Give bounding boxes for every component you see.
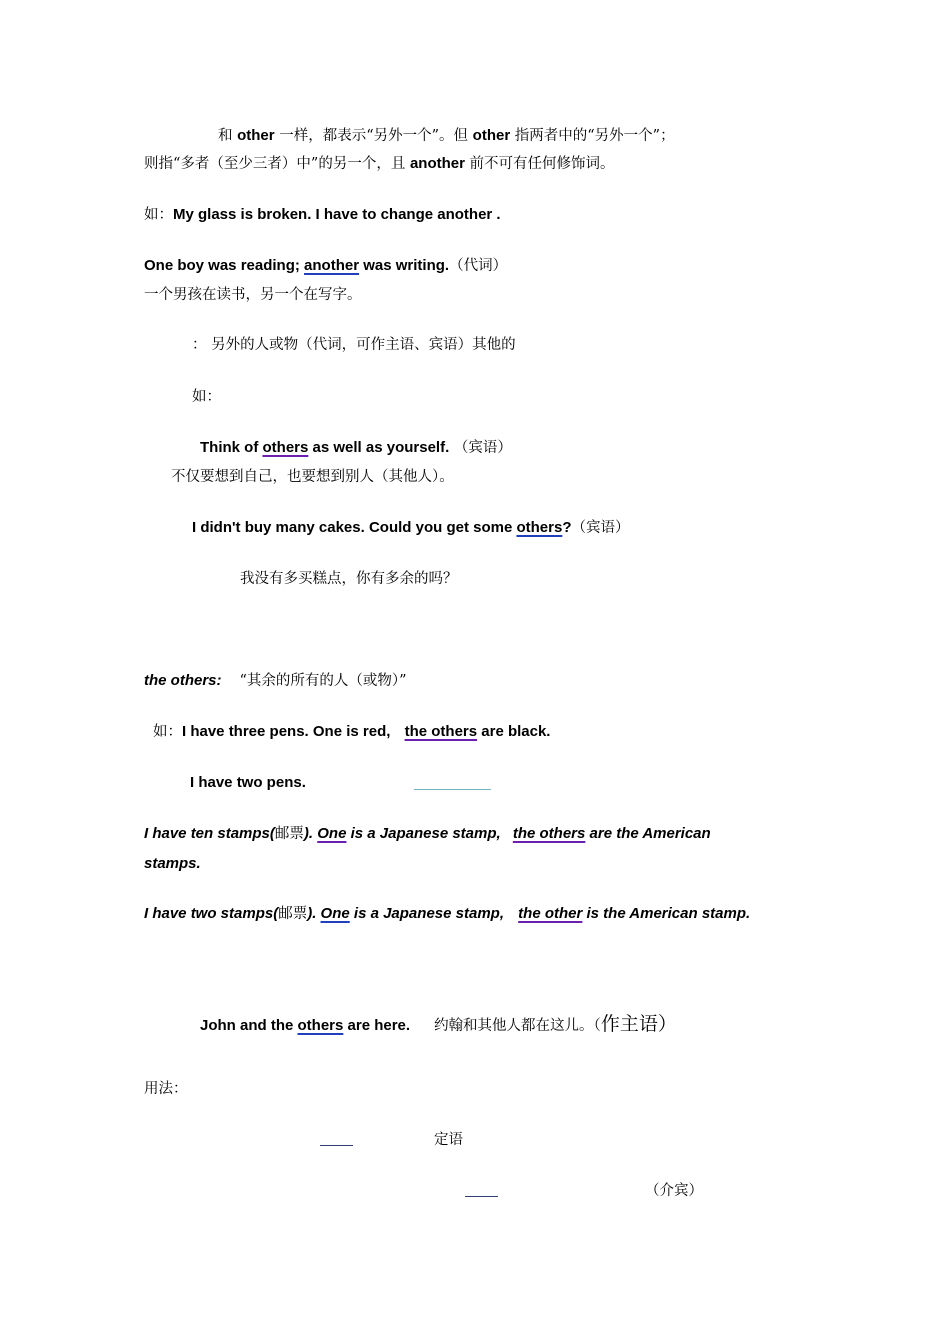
line-16 — [144, 853, 201, 874]
line-20 — [434, 1129, 463, 1150]
example-sentence: John and the — [200, 1017, 298, 1034]
line-21 — [645, 1180, 703, 1201]
line-13 — [153, 721, 550, 742]
term-another: another — [409, 155, 465, 172]
translation: 一个男孩在读书，另一个在写字。 — [144, 287, 362, 303]
example-sentence: ). — [307, 905, 321, 922]
example-sentence: I didn't buy many cakes. Could you get some — [192, 519, 517, 536]
grammar-note: （介宾） — [645, 1183, 703, 1199]
example-sentence: One boy was reading; — [144, 257, 305, 274]
example-sentence: stamps. — [144, 855, 201, 872]
example-sentence: Think of — [200, 439, 263, 456]
example-sentence: I have three pens. One is red, — [182, 723, 395, 740]
usage-label: 用法： — [144, 1081, 188, 1097]
example-sentence: I have two stamps( — [144, 905, 279, 922]
grammar-note: （宾语） — [449, 440, 512, 456]
grammar-note: （宾语） — [571, 520, 630, 536]
text: 邮票 — [274, 826, 304, 842]
underlined-term: One — [317, 825, 347, 842]
line-1 — [218, 125, 675, 146]
text: 如： — [144, 207, 173, 223]
blank-line — [414, 789, 491, 790]
underlined-term: another — [304, 257, 360, 274]
text: 则指“多者（至少三者）中”的另一个，且 — [144, 156, 410, 172]
grammar-note: （代词） — [449, 258, 508, 274]
line-18 — [200, 1012, 677, 1038]
line-9 — [171, 466, 454, 487]
example-sentence: ? — [562, 519, 572, 536]
line-17 — [144, 903, 750, 924]
line-4 — [144, 255, 507, 276]
translation: 约翰和其他人都在这儿。（ — [434, 1018, 601, 1034]
text: 邮票 — [278, 906, 308, 922]
blank-line — [465, 1196, 498, 1197]
line-15 — [144, 823, 711, 844]
heading-the-others: the others: — [144, 672, 222, 689]
text: 如： — [192, 389, 221, 405]
underlined-term: the other — [518, 905, 583, 922]
underlined-term: others — [516, 519, 563, 536]
example-sentence: are here. — [343, 1017, 411, 1034]
line-10 — [192, 517, 629, 538]
definition: “其余的所有的人（或物）” — [239, 673, 407, 689]
text: 指两者中的“另外一个”； — [510, 128, 675, 144]
line-7 — [192, 386, 221, 407]
underlined-term: One — [320, 905, 350, 922]
example-sentence: My glass is broken. I have to change another . — [173, 206, 501, 223]
text: 前不可有任何修饰词。 — [464, 156, 615, 172]
underlined-term: the others — [404, 723, 478, 740]
example-sentence: I have two pens. — [190, 774, 306, 791]
example-sentence: was writing. — [359, 257, 450, 274]
example-sentence: I have ten stamps( — [144, 825, 275, 842]
text: 一样，都表示“另外一个”。但 — [274, 128, 473, 144]
line-11 — [240, 568, 458, 589]
line-12 — [144, 670, 407, 691]
example-sentence: ). — [303, 825, 318, 842]
underlined-term: others — [297, 1017, 344, 1034]
line-2 — [144, 153, 615, 174]
example-sentence: is a Japanese stamp, — [349, 905, 509, 922]
line-8 — [200, 437, 512, 458]
translation: 不仅要想到自己，也要想到别人（其他人）。 — [171, 469, 454, 485]
example-sentence: is the American stamp. — [582, 905, 751, 922]
example-sentence: as well as yourself. — [308, 439, 450, 456]
line-3 — [144, 204, 501, 225]
grammar-note: 定语 — [434, 1132, 463, 1148]
line-6 — [192, 334, 516, 355]
line-14 — [190, 772, 306, 793]
term-other: other — [237, 127, 275, 144]
text: 如： — [153, 724, 182, 740]
line-5 — [144, 284, 362, 305]
line-19 — [144, 1078, 188, 1099]
grammar-note: 作主语） — [600, 1013, 677, 1035]
text: 和 — [218, 128, 238, 144]
definition: ： 另外的人或物（代词，可作主语、宾语）其他的 — [192, 337, 516, 353]
term-other: other — [472, 127, 511, 144]
translation: 我没有多买糕点，你有多余的吗？ — [240, 571, 458, 587]
underlined-term: others — [262, 439, 309, 456]
example-sentence: are the American — [585, 825, 711, 842]
example-sentence: are black. — [477, 723, 551, 740]
underlined-term: the others — [512, 825, 586, 842]
blank-line — [320, 1145, 353, 1146]
example-sentence: is a Japanese stamp, — [346, 825, 505, 842]
